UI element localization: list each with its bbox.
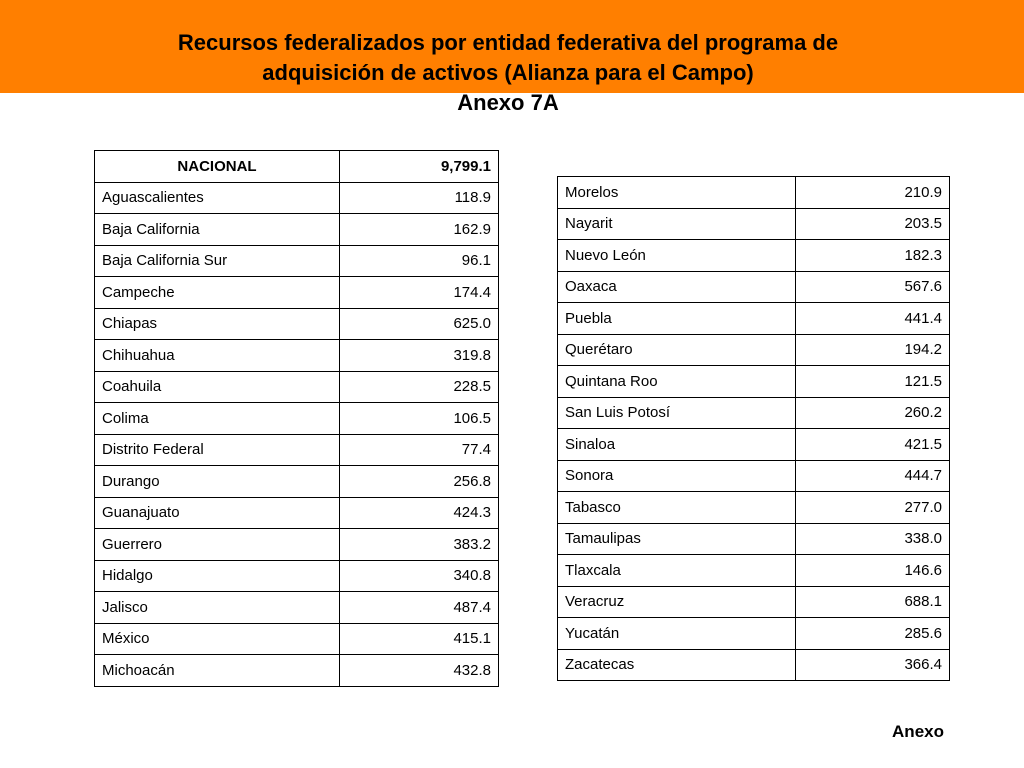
state-value: 415.1 <box>340 623 499 655</box>
state-name: Zacatecas <box>558 649 796 681</box>
state-name: Jalisco <box>95 592 340 624</box>
state-value: 366.4 <box>796 649 950 681</box>
table-row <box>558 460 950 492</box>
state-name: San Luis Potosí <box>558 397 796 429</box>
title-line-3: Anexo 7A <box>457 90 559 115</box>
state-name: Nayarit <box>558 208 796 240</box>
state-value: 277.0 <box>796 492 950 524</box>
state-name: Querétaro <box>558 334 796 366</box>
state-value: 162.9 <box>340 214 499 246</box>
state-value: 421.5 <box>796 429 950 461</box>
state-value: 383.2 <box>340 529 499 561</box>
state-name: Tamaulipas <box>558 523 796 555</box>
state-value: 285.6 <box>796 618 950 650</box>
table-row <box>558 492 950 524</box>
table-row <box>95 214 499 246</box>
state-value: 444.7 <box>796 460 950 492</box>
table-row <box>95 403 499 435</box>
state-value: 210.9 <box>796 177 950 209</box>
national-label: NACIONAL <box>95 151 340 183</box>
state-name: Tabasco <box>558 492 796 524</box>
state-value: 487.4 <box>340 592 499 624</box>
table-row <box>558 429 950 461</box>
table-row <box>95 182 499 214</box>
table-row <box>558 649 950 681</box>
state-value: 432.8 <box>340 655 499 687</box>
table-row <box>558 366 950 398</box>
state-value: 260.2 <box>796 397 950 429</box>
state-name: Aguascalientes <box>95 182 340 214</box>
state-name: Puebla <box>558 303 796 335</box>
state-name: Baja California <box>95 214 340 246</box>
state-value: 340.8 <box>340 560 499 592</box>
state-name: Guerrero <box>95 529 340 561</box>
table-row <box>95 466 499 498</box>
table-row <box>95 497 499 529</box>
state-value: 256.8 <box>340 466 499 498</box>
state-name: Oaxaca <box>558 271 796 303</box>
state-value: 106.5 <box>340 403 499 435</box>
state-name: Yucatán <box>558 618 796 650</box>
page-title <box>0 28 1016 118</box>
table-row <box>558 177 950 209</box>
state-value: 228.5 <box>340 371 499 403</box>
table-row <box>95 245 499 277</box>
state-value: 424.3 <box>340 497 499 529</box>
state-name: Veracruz <box>558 586 796 618</box>
state-value: 194.2 <box>796 334 950 366</box>
state-name: México <box>95 623 340 655</box>
state-value: 121.5 <box>796 366 950 398</box>
state-value: 203.5 <box>796 208 950 240</box>
state-name: Chiapas <box>95 308 340 340</box>
national-total-row <box>95 151 499 183</box>
state-value: 338.0 <box>796 523 950 555</box>
state-value: 567.6 <box>796 271 950 303</box>
state-name: Quintana Roo <box>558 366 796 398</box>
state-name: Campeche <box>95 277 340 309</box>
table-row <box>558 618 950 650</box>
table-row <box>558 586 950 618</box>
table-row <box>95 340 499 372</box>
table-row <box>95 655 499 687</box>
state-name: Michoacán <box>95 655 340 687</box>
state-name: Morelos <box>558 177 796 209</box>
state-name: Sinaloa <box>558 429 796 461</box>
state-value: 174.4 <box>340 277 499 309</box>
state-value: 688.1 <box>796 586 950 618</box>
state-name: Colima <box>95 403 340 435</box>
table-row <box>95 560 499 592</box>
table-row <box>95 434 499 466</box>
state-name: Coahuila <box>95 371 340 403</box>
table-row <box>95 371 499 403</box>
table-row <box>558 240 950 272</box>
state-value: 146.6 <box>796 555 950 587</box>
state-name: Sonora <box>558 460 796 492</box>
state-name: Hidalgo <box>95 560 340 592</box>
state-name: Nuevo León <box>558 240 796 272</box>
table-row <box>558 523 950 555</box>
table-row <box>95 277 499 309</box>
state-name: Chihuahua <box>95 340 340 372</box>
table-row <box>558 397 950 429</box>
state-value: 625.0 <box>340 308 499 340</box>
table-row <box>95 592 499 624</box>
title-line-2: adquisición de activos (Alianza para el Campo) <box>262 60 754 85</box>
state-value: 319.8 <box>340 340 499 372</box>
table-row <box>558 334 950 366</box>
state-name: Tlaxcala <box>558 555 796 587</box>
state-name: Durango <box>95 466 340 498</box>
state-name: Guanajuato <box>95 497 340 529</box>
table-row <box>95 308 499 340</box>
table-row <box>95 623 499 655</box>
national-value: 9,799.1 <box>340 151 499 183</box>
table-row <box>558 555 950 587</box>
state-name: Baja California Sur <box>95 245 340 277</box>
table-row <box>558 303 950 335</box>
state-value: 441.4 <box>796 303 950 335</box>
title-line-1: Recursos federalizados por entidad federativa del programa de <box>177 30 839 55</box>
table-row <box>558 271 950 303</box>
table-row <box>95 529 499 561</box>
state-value: 118.9 <box>340 182 499 214</box>
footer-label: Anexo <box>892 722 944 741</box>
state-value: 96.1 <box>340 245 499 277</box>
states-table-right <box>557 176 950 681</box>
state-name: Distrito Federal <box>95 434 340 466</box>
table-row <box>558 208 950 240</box>
state-value: 77.4 <box>340 434 499 466</box>
state-value: 182.3 <box>796 240 950 272</box>
states-table-left <box>94 150 499 687</box>
